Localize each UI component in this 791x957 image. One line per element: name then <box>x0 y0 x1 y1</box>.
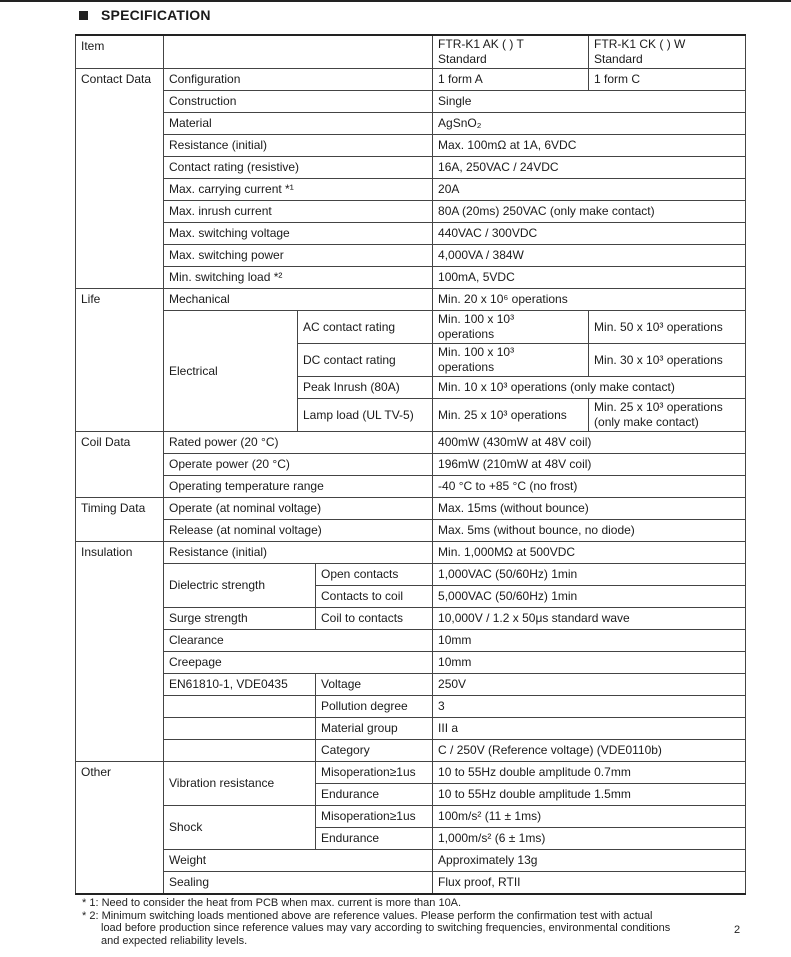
table-cell: 5,000VAC (50/60Hz) 1min <box>433 586 746 608</box>
table-cell: Max. switching voltage <box>164 223 433 245</box>
table-cell: 196mW (210mW at 48V coil) <box>433 454 746 476</box>
table-cell: Operate (at nominal voltage) <box>164 498 433 520</box>
table-cell: Resistance (initial) <box>164 135 433 157</box>
table-row <box>76 245 746 267</box>
table-cell: Material <box>164 113 433 135</box>
table-cell <box>164 718 316 740</box>
table-cell: Lamp load (UL TV-5) <box>298 399 433 432</box>
table-cell: Min. switching load *² <box>164 267 433 289</box>
table-cell: EN61810-1, VDE0435 <box>164 674 316 696</box>
table-row <box>76 289 746 311</box>
table-cell: Surge strength <box>164 608 316 630</box>
table-row <box>76 201 746 223</box>
table-row <box>76 520 746 542</box>
footnote-2-cont: and expected reliability levels. <box>101 934 248 947</box>
table-cell: 100mA, 5VDC <box>433 267 746 289</box>
page-number: 2 <box>734 924 741 936</box>
table-cell: Min. 100 x 10³ operations <box>433 344 589 377</box>
table-cell: 10mm <box>433 652 746 674</box>
table-cell: Voltage <box>316 674 433 696</box>
table-row <box>76 498 746 520</box>
footnote-2: * 2: Minimum switching loads mentioned above are reference values. Please perform the confirmation test with actual <box>82 909 653 922</box>
table-cell: 16A, 250VAC / 24VDC <box>433 157 746 179</box>
table-cell: Configuration <box>164 69 433 91</box>
top-rule <box>0 0 791 2</box>
table-cell: Coil to contacts <box>316 608 433 630</box>
table-row <box>76 311 746 344</box>
table-row <box>76 564 746 586</box>
table-cell: FTR-K1 AK ( ) T Standard <box>433 35 589 69</box>
table-row <box>76 608 746 630</box>
table-cell: Min. 100 x 10³ operations <box>433 311 589 344</box>
table-row <box>76 542 746 564</box>
table-cell: Misoperation≥1us <box>316 762 433 784</box>
table-cell: 3 <box>433 696 746 718</box>
table-row <box>76 476 746 498</box>
table-cell: 1,000m/s² (6 ± 1ms) <box>433 828 746 850</box>
table-cell <box>164 740 316 762</box>
table-cell: Min. 25 x 10³ operations (only make contact) <box>589 399 746 432</box>
table-row <box>76 432 746 454</box>
table-cell: Min. 1,000MΩ at 500VDC <box>433 542 746 564</box>
table-cell: Rated power (20 °C) <box>164 432 433 454</box>
table-cell: Min. 50 x 10³ operations <box>589 311 746 344</box>
table-cell: Min. 10 x 10³ operations (only make contact) <box>433 377 746 399</box>
table-cell: 250V <box>433 674 746 696</box>
table-cell: Flux proof, RTII <box>433 872 746 895</box>
table-cell: Material group <box>316 718 433 740</box>
table-row <box>76 718 746 740</box>
table-cell: Min. 30 x 10³ operations <box>589 344 746 377</box>
table-row <box>76 91 746 113</box>
table-cell: DC contact rating <box>298 344 433 377</box>
table-row <box>76 223 746 245</box>
table-cell: 1 form A <box>433 69 589 91</box>
square-bullet-icon <box>79 11 88 20</box>
table-cell: Approximately 13g <box>433 850 746 872</box>
table-cell: Weight <box>164 850 433 872</box>
table-cell: Electrical <box>164 311 298 432</box>
footnote-1: * 1: Need to consider the heat from PCB when max. current is more than 10A. <box>82 897 462 909</box>
table-cell: Life <box>76 289 164 432</box>
table-cell: Timing Data <box>76 498 164 542</box>
table-cell: Max. inrush current <box>164 201 433 223</box>
specification-table <box>75 34 746 895</box>
table-cell: 10 to 55Hz double amplitude 0.7mm <box>433 762 746 784</box>
table-cell: Insulation <box>76 542 164 762</box>
table-cell: Resistance (initial) <box>164 542 433 564</box>
table-row <box>76 179 746 201</box>
table-cell: 100m/s² (11 ± 1ms) <box>433 806 746 828</box>
table-row <box>76 454 746 476</box>
table-cell: Shock <box>164 806 316 850</box>
table-row <box>76 157 746 179</box>
table-cell: Item <box>76 35 164 69</box>
table-cell: Max. 100mΩ at 1A, 6VDC <box>433 135 746 157</box>
table-cell: Dielectric strength <box>164 564 316 608</box>
table-cell: 400mW (430mW at 48V coil) <box>433 432 746 454</box>
table-header-row <box>76 35 746 69</box>
table-row <box>76 652 746 674</box>
table-cell: 440VAC / 300VDC <box>433 223 746 245</box>
footnote-2-cont: load before production since reference values may vary according to switching frequencies, environmental conditions <box>101 922 671 934</box>
table-cell: Mechanical <box>164 289 433 311</box>
table-cell: Max. 15ms (without bounce) <box>433 498 746 520</box>
table-row <box>76 762 746 784</box>
table-cell: Construction <box>164 91 433 113</box>
table-cell: 4,000VA / 384W <box>433 245 746 267</box>
table-cell: Operate power (20 °C) <box>164 454 433 476</box>
table-cell: Pollution degree <box>316 696 433 718</box>
section-heading <box>79 7 211 23</box>
table-cell: Category <box>316 740 433 762</box>
table-row <box>76 113 746 135</box>
table-cell: Endurance <box>316 828 433 850</box>
table-cell: FTR-K1 CK ( ) W Standard <box>589 35 746 69</box>
table-cell: Single <box>433 91 746 113</box>
table-cell <box>164 35 433 69</box>
table-cell: 20A <box>433 179 746 201</box>
table-cell: Peak Inrush (80A) <box>298 377 433 399</box>
table-cell: Creepage <box>164 652 433 674</box>
table-cell: AC contact rating <box>298 311 433 344</box>
table-cell: Operating temperature range <box>164 476 433 498</box>
table-row <box>76 696 746 718</box>
section-title: SPECIFICATION <box>101 7 211 23</box>
table-cell: Coil Data <box>76 432 164 498</box>
table-cell: Other <box>76 762 164 895</box>
table-cell: Contacts to coil <box>316 586 433 608</box>
table-cell: Vibration resistance <box>164 762 316 806</box>
table-cell: Contact Data <box>76 69 164 289</box>
table-cell: Min. 25 x 10³ operations <box>433 399 589 432</box>
table-row <box>76 69 746 91</box>
table-cell: 80A (20ms) 250VAC (only make contact) <box>433 201 746 223</box>
table-cell: Misoperation≥1us <box>316 806 433 828</box>
table-cell <box>164 696 316 718</box>
table-cell: Endurance <box>316 784 433 806</box>
table-cell: 1,000VAC (50/60Hz) 1min <box>433 564 746 586</box>
table-row <box>76 872 746 895</box>
table-cell: 10mm <box>433 630 746 652</box>
table-cell: 10,000V / 1.2 x 50μs standard wave <box>433 608 746 630</box>
table-row <box>76 267 746 289</box>
table-cell: Release (at nominal voltage) <box>164 520 433 542</box>
table-cell: Min. 20 x 10⁶ operations <box>433 289 746 311</box>
table-cell: 1 form C <box>589 69 746 91</box>
table-row <box>76 806 746 828</box>
table-cell: Max. carrying current *¹ <box>164 179 433 201</box>
table-cell: Max. 5ms (without bounce, no diode) <box>433 520 746 542</box>
table-cell: Open contacts <box>316 564 433 586</box>
footnotes <box>82 897 670 947</box>
table-row <box>76 630 746 652</box>
table-row <box>76 674 746 696</box>
table-cell: -40 °C to +85 °C (no frost) <box>433 476 746 498</box>
table-row <box>76 135 746 157</box>
table-cell: III a <box>433 718 746 740</box>
table-row <box>76 850 746 872</box>
table-cell: C / 250V (Reference voltage) (VDE0110b) <box>433 740 746 762</box>
table-cell: Contact rating (resistive) <box>164 157 433 179</box>
table-cell: Sealing <box>164 872 433 895</box>
table-cell: Max. switching power <box>164 245 433 267</box>
table-cell: 10 to 55Hz double amplitude 1.5mm <box>433 784 746 806</box>
table-cell: AgSnO₂ <box>433 113 746 135</box>
table-cell: Clearance <box>164 630 433 652</box>
table-row <box>76 740 746 762</box>
